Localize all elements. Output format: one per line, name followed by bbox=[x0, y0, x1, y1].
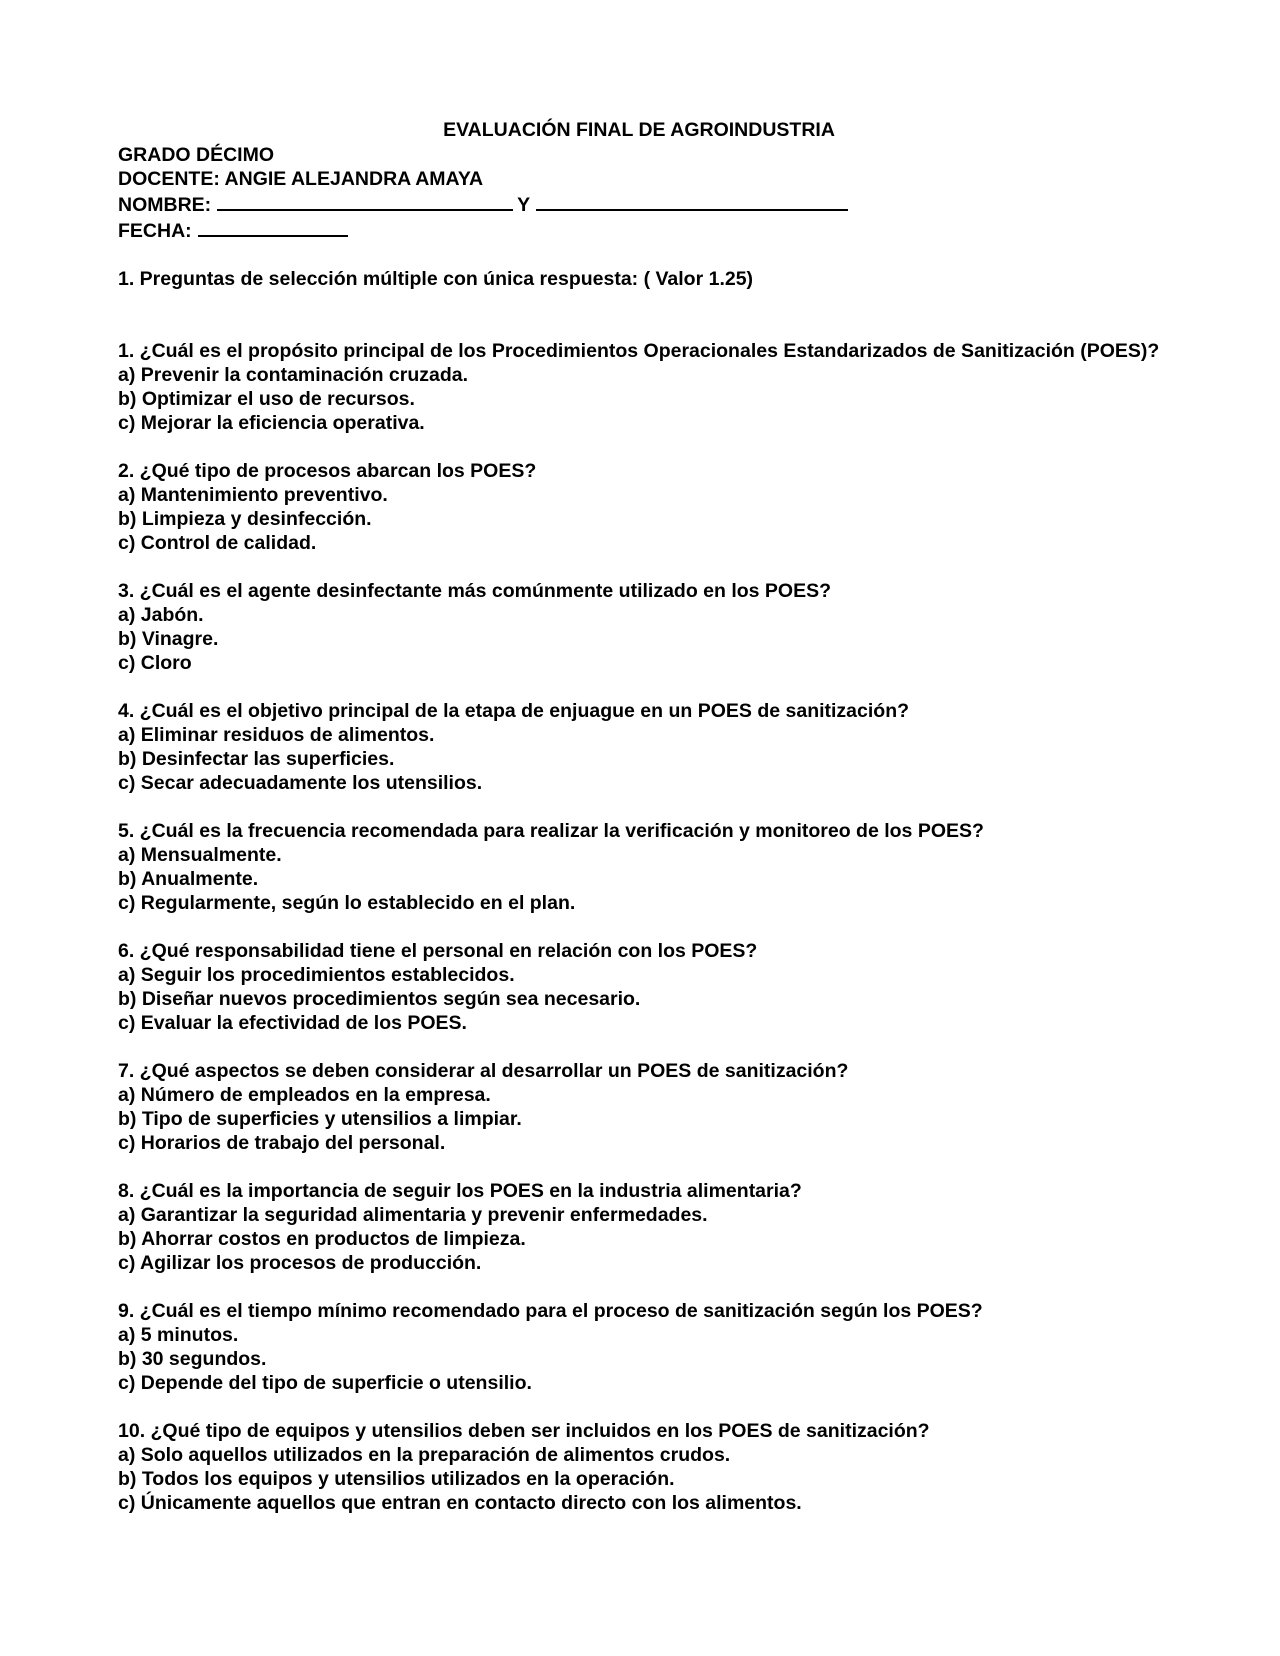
question-text: 5. ¿Cuál es la frecuencia recomendada para realizar la verificación y monitoreo de los POES? bbox=[118, 820, 984, 842]
question-4 bbox=[118, 699, 1160, 795]
option-c: c) Mejorar la eficiencia operativa. bbox=[118, 412, 425, 434]
option-a: a) Garantizar la seguridad alimentaria y prevenir enfermedades. bbox=[118, 1204, 708, 1226]
option-a: a) Seguir los procedimientos establecidos. bbox=[118, 964, 515, 986]
option-b: b) Limpieza y desinfección. bbox=[118, 508, 372, 530]
option-a: a) Prevenir la contaminación cruzada. bbox=[118, 364, 469, 386]
option-b: b) Diseñar nuevos procedimientos según sea necesario. bbox=[118, 988, 641, 1010]
exam-page bbox=[118, 118, 1160, 1539]
option-c: c) Secar adecuadamente los utensilios. bbox=[118, 772, 483, 794]
name-blank-2 bbox=[536, 191, 848, 211]
option-a: a) Número de empleados en la empresa. bbox=[118, 1084, 491, 1106]
question-text: 2. ¿Qué tipo de procesos abarcan los POES? bbox=[118, 460, 537, 482]
option-b: b) 30 segundos. bbox=[118, 1348, 267, 1370]
teacher-line: DOCENTE: ANGIE ALEJANDRA AMAYA bbox=[118, 168, 484, 190]
option-c: c) Agilizar los procesos de producción. bbox=[118, 1252, 482, 1274]
question-text: 3. ¿Cuál es el agente desinfectante más comúnmente utilizado en los POES? bbox=[118, 580, 832, 602]
question-text: 10. ¿Qué tipo de equipos y utensilios deben ser incluidos en los POES de sanitización? bbox=[118, 1420, 930, 1442]
grade-line: GRADO DÉCIMO bbox=[118, 144, 274, 166]
name-label: NOMBRE: bbox=[118, 194, 212, 216]
name-joiner: Y bbox=[517, 194, 531, 216]
question-9 bbox=[118, 1299, 1160, 1395]
question-text: 6. ¿Qué responsabilidad tiene el personal en relación con los POES? bbox=[118, 940, 758, 962]
option-a: a) Jabón. bbox=[118, 604, 204, 626]
question-list bbox=[118, 339, 1160, 1515]
question-6 bbox=[118, 939, 1160, 1035]
section-heading: 1. Preguntas de selección múltiple con única respuesta: ( Valor 1.25) bbox=[118, 268, 754, 290]
question-text: 9. ¿Cuál es el tiempo mínimo recomendado para el proceso de sanitización según los POES? bbox=[118, 1300, 983, 1322]
option-b: b) Vinagre. bbox=[118, 628, 219, 650]
question-text: 7. ¿Qué aspectos se deben considerar al desarrollar un POES de sanitización? bbox=[118, 1060, 849, 1082]
exam-title: EVALUACIÓN FINAL DE AGROINDUSTRIA bbox=[443, 119, 835, 141]
option-c: c) Cloro bbox=[118, 652, 192, 674]
question-3 bbox=[118, 579, 1160, 675]
date-line bbox=[118, 217, 1160, 243]
name-blank-1 bbox=[217, 191, 513, 211]
question-text: 4. ¿Cuál es el objetivo principal de la etapa de enjuague en un POES de sanitización? bbox=[118, 700, 910, 722]
question-8 bbox=[118, 1179, 1160, 1275]
date-label: FECHA: bbox=[118, 220, 192, 242]
option-c: c) Control de calidad. bbox=[118, 532, 317, 554]
option-a: a) Mantenimiento preventivo. bbox=[118, 484, 388, 506]
option-b: b) Anualmente. bbox=[118, 868, 259, 890]
name-line bbox=[118, 191, 1160, 217]
option-b: b) Optimizar el uso de recursos. bbox=[118, 388, 415, 410]
question-2 bbox=[118, 459, 1160, 555]
question-5 bbox=[118, 819, 1160, 915]
question-text: 1. ¿Cuál es el propósito principal de los Procedimientos Operacionales Estandarizados de Sanitización (POES)? bbox=[118, 340, 1160, 362]
option-a: a) Mensualmente. bbox=[118, 844, 282, 866]
question-7 bbox=[118, 1059, 1160, 1155]
option-a: a) Solo aquellos utilizados en la preparación de alimentos crudos. bbox=[118, 1444, 731, 1466]
option-c: c) Regularmente, según lo establecido en el plan. bbox=[118, 892, 576, 914]
option-c: c) Depende del tipo de superficie o utensilio. bbox=[118, 1372, 532, 1394]
question-10 bbox=[118, 1419, 1160, 1515]
option-c: c) Evaluar la efectividad de los POES. bbox=[118, 1012, 467, 1034]
option-b: b) Todos los equipos y utensilios utilizados en la operación. bbox=[118, 1468, 675, 1490]
date-blank bbox=[198, 217, 348, 237]
question-text: 8. ¿Cuál es la importancia de seguir los POES en la industria alimentaria? bbox=[118, 1180, 802, 1202]
option-a: a) Eliminar residuos de alimentos. bbox=[118, 724, 435, 746]
option-a: a) 5 minutos. bbox=[118, 1324, 239, 1346]
option-b: b) Ahorrar costos en productos de limpieza. bbox=[118, 1228, 526, 1250]
option-c: c) Horarios de trabajo del personal. bbox=[118, 1132, 446, 1154]
option-b: b) Desinfectar las superficies. bbox=[118, 748, 395, 770]
option-b: b) Tipo de superficies y utensilios a limpiar. bbox=[118, 1108, 522, 1130]
option-c: c) Únicamente aquellos que entran en contacto directo con los alimentos. bbox=[118, 1492, 802, 1514]
question-1 bbox=[118, 339, 1160, 435]
